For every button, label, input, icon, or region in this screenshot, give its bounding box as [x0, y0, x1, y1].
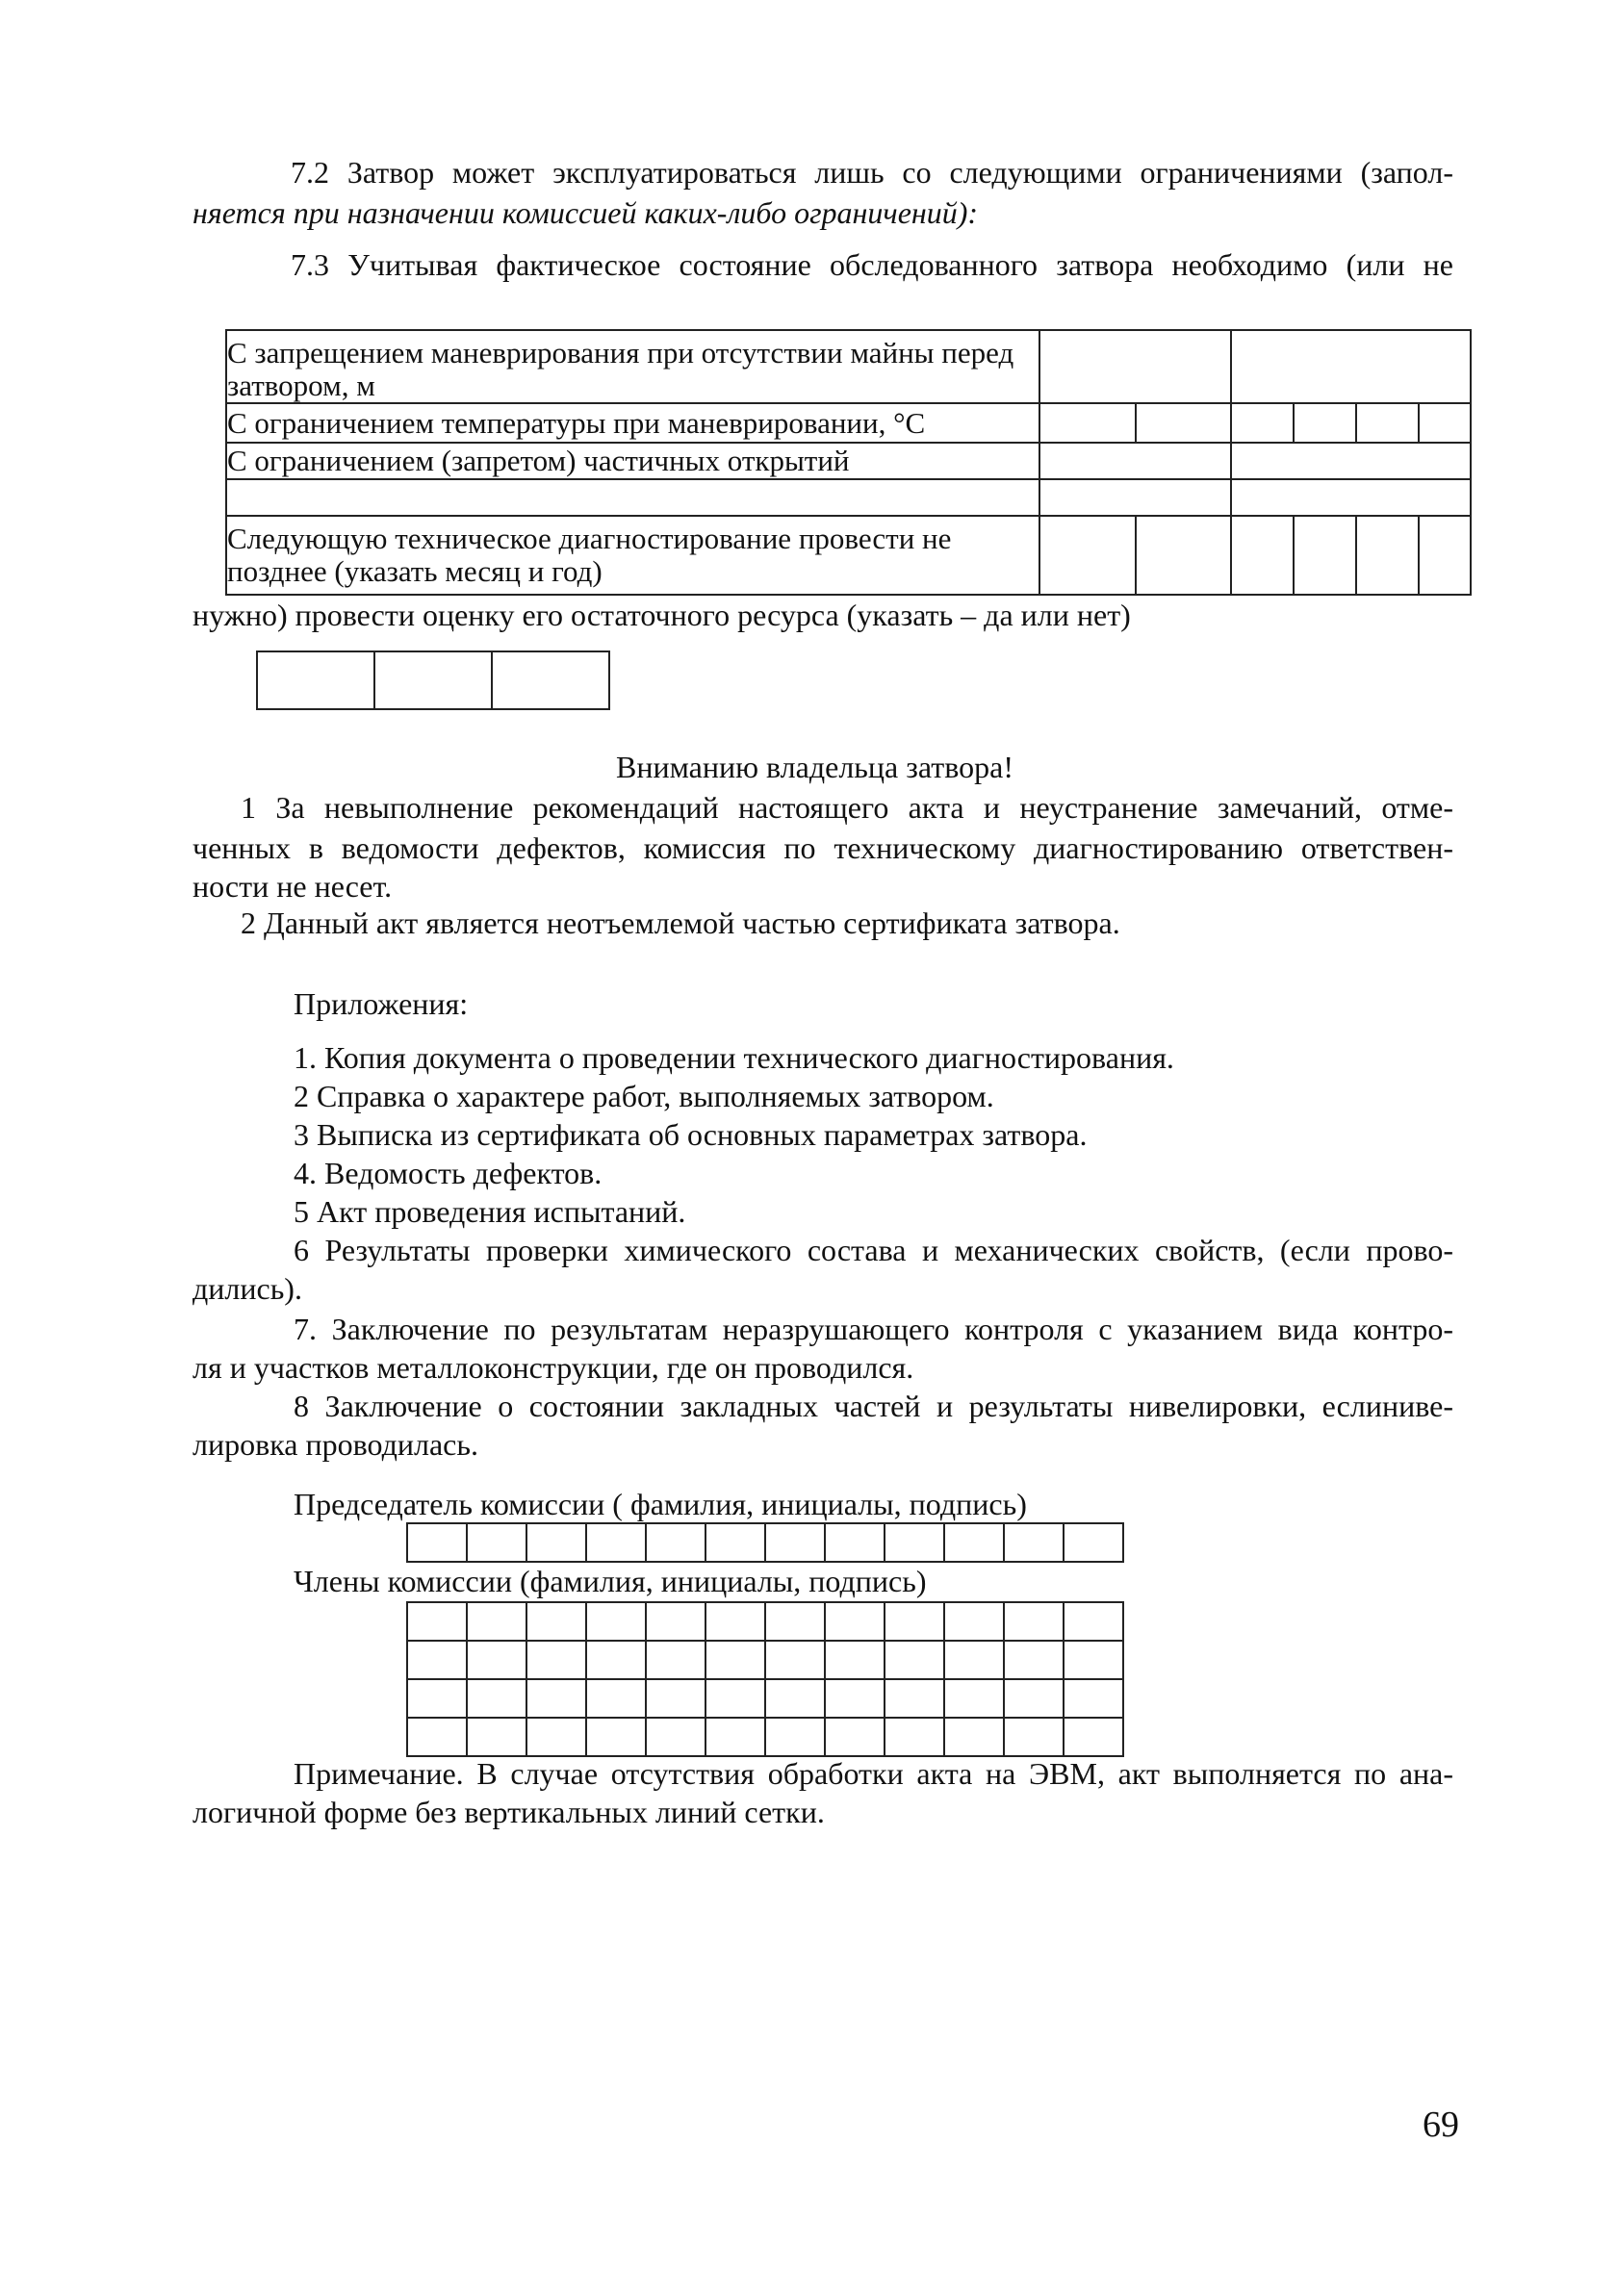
input-cell[interactable] — [1136, 403, 1232, 443]
section-7-2-line2: няется при назначении комиссией каких-либо ограничений): — [192, 195, 979, 230]
input-cell[interactable] — [467, 1602, 526, 1641]
input-cell[interactable] — [944, 1523, 1004, 1562]
appendix-item8-line2: лировка проводилась. — [192, 1427, 478, 1462]
table-row — [407, 1679, 1123, 1718]
table-row — [407, 1718, 1123, 1756]
input-cell[interactable] — [586, 1641, 646, 1679]
table-row — [407, 1602, 1123, 1641]
input-cell[interactable] — [526, 1523, 586, 1562]
input-cell[interactable] — [765, 1641, 825, 1679]
table-row — [407, 1641, 1123, 1679]
input-cell[interactable] — [1039, 516, 1136, 595]
table-row — [226, 516, 1471, 595]
notice-p1-line1: 1 За невыполнение рекомендаций настоящего акта и неустранение замечаний, отме- — [241, 790, 1453, 825]
input-cell[interactable] — [825, 1718, 885, 1756]
restriction-label-next-diagnostics: Следующую техническое диагностирование провести не позднее (указать месяц и год) — [226, 516, 1039, 595]
input-cell[interactable] — [467, 1718, 526, 1756]
input-cell[interactable] — [825, 1523, 885, 1562]
input-cell[interactable] — [705, 1718, 765, 1756]
members-label: Члены комиссии (фамилия, инициалы, подпись) — [294, 1564, 927, 1598]
input-cell[interactable] — [705, 1602, 765, 1641]
input-cell[interactable] — [1136, 516, 1232, 595]
input-cell[interactable] — [526, 1602, 586, 1641]
input-cell[interactable] — [1004, 1718, 1064, 1756]
appendices-title: Приложения: — [294, 986, 469, 1021]
restrictions-table — [225, 329, 1472, 596]
input-cell[interactable] — [1004, 1523, 1064, 1562]
input-cell[interactable] — [1356, 516, 1419, 595]
input-cell[interactable] — [646, 1718, 705, 1756]
input-cell[interactable] — [1004, 1641, 1064, 1679]
appendix-item: 5 Акт проведения испытаний. — [294, 1194, 686, 1229]
section-7-3-line2: нужно) провести оценку его остаточного ресурса (указать – да или нет) — [192, 598, 1131, 632]
answer-boxes — [258, 651, 610, 710]
input-cell[interactable] — [825, 1679, 885, 1718]
input-cell[interactable] — [944, 1641, 1004, 1679]
restriction-label-ice-hole: С запрещением маневрирования при отсутствии майны перед затвором, м — [226, 330, 1039, 403]
input-cell[interactable] — [467, 1523, 526, 1562]
input-cell[interactable] — [526, 1718, 586, 1756]
input-cell[interactable] — [646, 1641, 705, 1679]
input-cell[interactable] — [1039, 443, 1232, 479]
input-cell[interactable] — [765, 1523, 825, 1562]
answer-box[interactable] — [373, 651, 493, 710]
section-7-3-line1: 7.3 Учитывая фактическое состояние обследованного затвора необходимо (или не — [291, 247, 1453, 282]
input-cell[interactable] — [586, 1718, 646, 1756]
notice-title: Вниманию владельца затвора! — [616, 750, 1013, 784]
input-cell[interactable] — [885, 1641, 944, 1679]
input-cell[interactable] — [1064, 1718, 1123, 1756]
input-cell[interactable] — [646, 1523, 705, 1562]
input-cell[interactable] — [825, 1641, 885, 1679]
chairman-label: Председатель комиссии ( фамилия, инициалы, подпись) — [294, 1487, 1027, 1521]
note-line1: Примечание. В случае отсутствия обработки акта на ЭВМ, акт выполняется по ана- — [294, 1756, 1453, 1791]
appendix-item: 1. Копия документа о проведении технического диагностирования. — [294, 1040, 1174, 1075]
input-cell[interactable] — [1231, 403, 1294, 443]
appendix-item: 3 Выписка из сертификата об основных параметрах затвора. — [294, 1117, 1088, 1152]
restriction-label-empty — [226, 479, 1039, 516]
input-cell[interactable] — [1039, 479, 1232, 516]
input-cell[interactable] — [705, 1641, 765, 1679]
input-cell[interactable] — [1419, 403, 1471, 443]
input-cell[interactable] — [825, 1602, 885, 1641]
page-number: 69 — [1423, 2105, 1459, 2145]
input-cell[interactable] — [407, 1602, 467, 1641]
input-cell[interactable] — [1231, 443, 1471, 479]
input-cell[interactable] — [1294, 403, 1356, 443]
input-cell[interactable] — [1419, 516, 1471, 595]
table-row — [407, 1523, 1123, 1562]
members-signature-grid — [406, 1601, 1124, 1757]
notice-p1-line3: ности не несет. — [192, 869, 393, 904]
input-cell[interactable] — [407, 1718, 467, 1756]
input-cell[interactable] — [407, 1679, 467, 1718]
restriction-label-partial-openings: С ограничением (запретом) частичных открытий — [226, 443, 1039, 479]
input-cell[interactable] — [586, 1679, 646, 1718]
input-cell[interactable] — [1064, 1679, 1123, 1718]
input-cell[interactable] — [586, 1602, 646, 1641]
input-cell[interactable] — [944, 1718, 1004, 1756]
input-cell[interactable] — [407, 1641, 467, 1679]
input-cell[interactable] — [1064, 1602, 1123, 1641]
input-cell[interactable] — [885, 1679, 944, 1718]
input-cell[interactable] — [1356, 403, 1419, 443]
input-cell[interactable] — [586, 1523, 646, 1562]
input-cell[interactable] — [705, 1679, 765, 1718]
table-row — [226, 479, 1471, 516]
input-cell[interactable] — [885, 1718, 944, 1756]
input-cell[interactable] — [885, 1602, 944, 1641]
appendix-item7-line1: 7. Заключение по результатам неразрушающего контроля с указанием вида контро- — [294, 1312, 1453, 1346]
answer-box[interactable] — [256, 651, 375, 710]
appendix-item6-line1: 6 Результаты проверки химического состава и механических свойств, (если прово- — [294, 1233, 1453, 1267]
chairman-signature-grid — [406, 1522, 1124, 1563]
input-cell[interactable] — [1231, 479, 1471, 516]
input-cell[interactable] — [1231, 330, 1471, 403]
input-cell[interactable] — [526, 1641, 586, 1679]
appendix-item8-line1: 8 Заключение о состоянии закладных частей и результаты нивелировки, еслиниве- — [294, 1389, 1453, 1423]
input-cell[interactable] — [765, 1718, 825, 1756]
input-cell[interactable] — [646, 1679, 705, 1718]
notice-p2: 2 Данный акт является неотъемлемой частью сертификата затвора. — [241, 906, 1120, 940]
input-cell[interactable] — [1004, 1679, 1064, 1718]
input-cell[interactable] — [944, 1679, 1004, 1718]
input-cell[interactable] — [1064, 1523, 1123, 1562]
input-cell[interactable] — [1064, 1641, 1123, 1679]
appendix-item: 2 Справка о характере работ, выполняемых затвором. — [294, 1079, 994, 1113]
input-cell[interactable] — [1039, 330, 1232, 403]
answer-box[interactable] — [491, 651, 610, 710]
section-7-2-line1: 7.2 Затвор может эксплуатироваться лишь со следующими ограничениями (запол- — [291, 155, 1453, 190]
appendix-item: 4. Ведомость дефектов. — [294, 1156, 603, 1190]
input-cell[interactable] — [467, 1679, 526, 1718]
table-row — [226, 330, 1471, 403]
input-cell[interactable] — [944, 1602, 1004, 1641]
restriction-label-temperature: С ограничением температуры при маневрировании, °С — [226, 403, 1039, 443]
input-cell[interactable] — [885, 1523, 944, 1562]
input-cell[interactable] — [765, 1602, 825, 1641]
input-cell[interactable] — [1231, 516, 1294, 595]
input-cell[interactable] — [765, 1679, 825, 1718]
input-cell[interactable] — [407, 1523, 467, 1562]
table-row — [226, 443, 1471, 479]
input-cell[interactable] — [646, 1602, 705, 1641]
input-cell[interactable] — [1294, 516, 1356, 595]
input-cell[interactable] — [1039, 403, 1136, 443]
input-cell[interactable] — [467, 1641, 526, 1679]
input-cell[interactable] — [705, 1523, 765, 1562]
appendix-item7-line2: ля и участков металлоконструкции, где он проводился. — [192, 1350, 914, 1385]
note-line2: логичной форме без вертикальных линий сетки. — [192, 1795, 825, 1829]
notice-p1-line2: ченных в ведомости дефектов, комиссия по техническому диагностированию ответствен- — [192, 830, 1453, 865]
input-cell[interactable] — [526, 1679, 586, 1718]
appendix-item6-line2: дились). — [192, 1271, 302, 1306]
table-row — [226, 403, 1471, 443]
input-cell[interactable] — [1004, 1602, 1064, 1641]
